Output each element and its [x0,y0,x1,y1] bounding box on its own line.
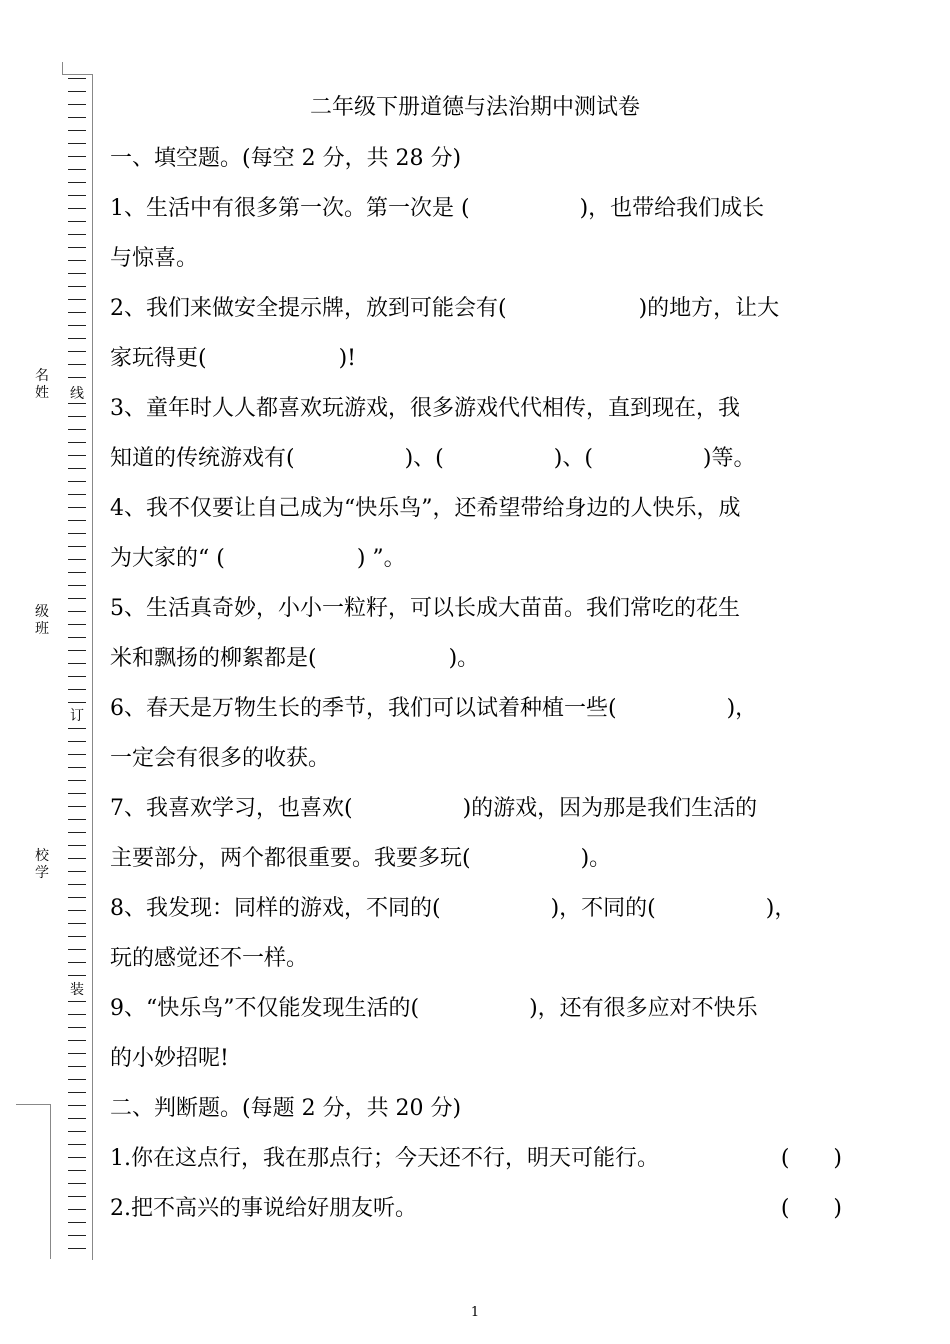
binding-dash [68,1105,86,1106]
binding-dash [68,1001,86,1002]
binding-dash [68,598,86,599]
binding-dash [68,1157,86,1158]
binding-dash [68,1222,86,1223]
binding-dash [68,949,86,950]
fill-line: 6、春天是万物生长的季节，我们可以试着种植一些( )， [110,696,758,721]
binding-dash [68,1092,86,1093]
binding-dash [68,429,86,430]
binding-dash [68,143,86,144]
binding-dash [68,364,86,365]
fill-line: 的小妙招呢! [110,1046,229,1071]
fill-line: 8、我发现：同样的游戏，不同的( )，不同的( )， [110,896,797,921]
binding-dash [68,806,86,807]
binding-dash [68,1183,86,1184]
binding-dash [68,1248,86,1249]
judge-item-text: 2.把不高兴的事说给好朋友听。 [110,1196,417,1221]
binding-dash [68,286,86,287]
binding-dash [68,494,86,495]
binding-dash [68,923,86,924]
binding-dash [68,767,86,768]
binding-dash [68,585,86,586]
binding-dash [68,793,86,794]
binding-dash [68,351,86,352]
binding-corner-top [62,62,93,75]
binding-dash [68,1014,86,1015]
binding-dash [68,377,86,378]
binding-dash [68,663,86,664]
binding-dash [68,1079,86,1080]
fill-line: 4、我不仅要让自己成为“快乐鸟”，还希望带给身边的人快乐，成 [110,496,741,521]
binding-dash [68,1170,86,1171]
binding-dash [68,312,86,313]
binding-corner-bottom [16,1104,51,1259]
binding-dash [68,234,86,235]
binding-dash [68,832,86,833]
binding-dash [68,676,86,677]
binding-dash [68,247,86,248]
binding-dash [68,858,86,859]
margin-mark-line: 线 [70,386,84,402]
binding-dash [68,962,86,963]
binding-dash [68,884,86,885]
binding-dash [68,182,86,183]
binding-dash [68,195,86,196]
binding-line [92,74,93,1260]
binding-dash [68,273,86,274]
fill-line: 家玩得更( )! [110,346,357,371]
binding-dash [68,741,86,742]
binding-dash [68,416,86,417]
binding-dash [68,169,86,170]
fill-line: 为大家的“ ( ) ”。 [110,546,406,571]
fill-line: 米和飘扬的柳絮都是( )。 [110,646,480,671]
binding-dash [68,1053,86,1054]
fill-line: 3、童年时人人都喜欢玩游戏，很多游戏代代相传，直到现在，我 [110,396,740,421]
binding-dash [68,1027,86,1028]
binding-dash [68,1209,86,1210]
binding-dash [68,1196,86,1197]
binding-dash [68,637,86,638]
fill-line: 5、生活真奇妙，小小一粒籽，可以长成大苗苗。我们常吃的花生 [110,596,740,621]
binding-dash [68,754,86,755]
judge-item-blank: ( ) [780,1146,842,1171]
binding-dashes [68,78,86,1264]
binding-dash [68,1066,86,1067]
fill-line: 1、生活中有很多第一次。第一次是 ( )，也带给我们成长 [110,196,765,221]
binding-dash [68,871,86,872]
binding-dash [68,819,86,820]
judge-section-heading: 二、判断题。(每题 2 分，共 20 分) [110,1096,462,1121]
binding-dash [68,338,86,339]
binding-dash [68,78,86,79]
page-number: 1 [470,1305,480,1320]
fill-line: 2、我们来做安全提示牌，放到可能会有( )的地方，让大 [110,296,780,321]
binding-dash [68,130,86,131]
judge-item-blank: ( ) [780,1196,842,1221]
fill-line: 与惊喜。 [110,246,199,271]
page-title: 二年级下册道德与法治期中测试卷 [309,95,640,120]
binding-dash [68,208,86,209]
fill-line: 7、我喜欢学习，也喜欢( )的游戏，因为那是我们生活的 [110,796,758,821]
binding-dash [68,442,86,443]
margin-label-school: 校学 [35,848,49,881]
binding-dash [68,481,86,482]
fill-line: 一定会有很多的收获。 [110,746,331,771]
binding-dash [68,299,86,300]
binding-dash [68,520,86,521]
binding-dash [68,403,86,404]
binding-dash [68,624,86,625]
binding-dash [68,559,86,560]
binding-dash [68,1118,86,1119]
binding-dash [68,702,86,703]
binding-dash [68,546,86,547]
margin-mark-staple: 装 [70,982,84,998]
binding-dash [68,845,86,846]
fill-section-heading: 一、填空题。(每空 2 分，共 28 分) [110,146,462,171]
binding-dash [68,325,86,326]
binding-dash [68,689,86,690]
binding-dash [68,975,86,976]
binding-dash [68,1235,86,1236]
binding-dash [68,533,86,534]
judge-item [110,1134,842,1184]
binding-dash [68,936,86,937]
binding-dash [68,221,86,222]
binding-dash [68,455,86,456]
binding-dash [68,1040,86,1041]
margin-mark-bind: 订 [70,708,84,724]
binding-dash [68,1131,86,1132]
margin-label-name: 名姓 [35,368,49,401]
binding-dash [68,910,86,911]
binding-dash [68,507,86,508]
margin-label-class: 级班 [35,604,49,637]
binding-dash [68,260,86,261]
binding-dash [68,728,86,729]
fill-line: 主要部分，两个都很重要。我要多玩( )。 [110,846,612,871]
fill-line: 知道的传统游戏有( )、( )、( )等。 [110,446,756,471]
exam-content [110,134,842,1234]
binding-dash [68,572,86,573]
judge-item [110,1184,842,1234]
binding-dash [68,780,86,781]
fill-line: 9、“快乐鸟”不仅能发现生活的( )，还有很多应对不快乐 [110,996,758,1021]
binding-dash [68,156,86,157]
fill-line: 玩的感觉还不一样。 [110,946,309,971]
judge-item-text: 1.你在这点行，我在那点行；今天还不行，明天可能行。 [110,1146,659,1171]
binding-dash [68,1144,86,1145]
binding-dash [68,650,86,651]
binding-dash [68,611,86,612]
binding-dash [68,468,86,469]
binding-dash [68,897,86,898]
